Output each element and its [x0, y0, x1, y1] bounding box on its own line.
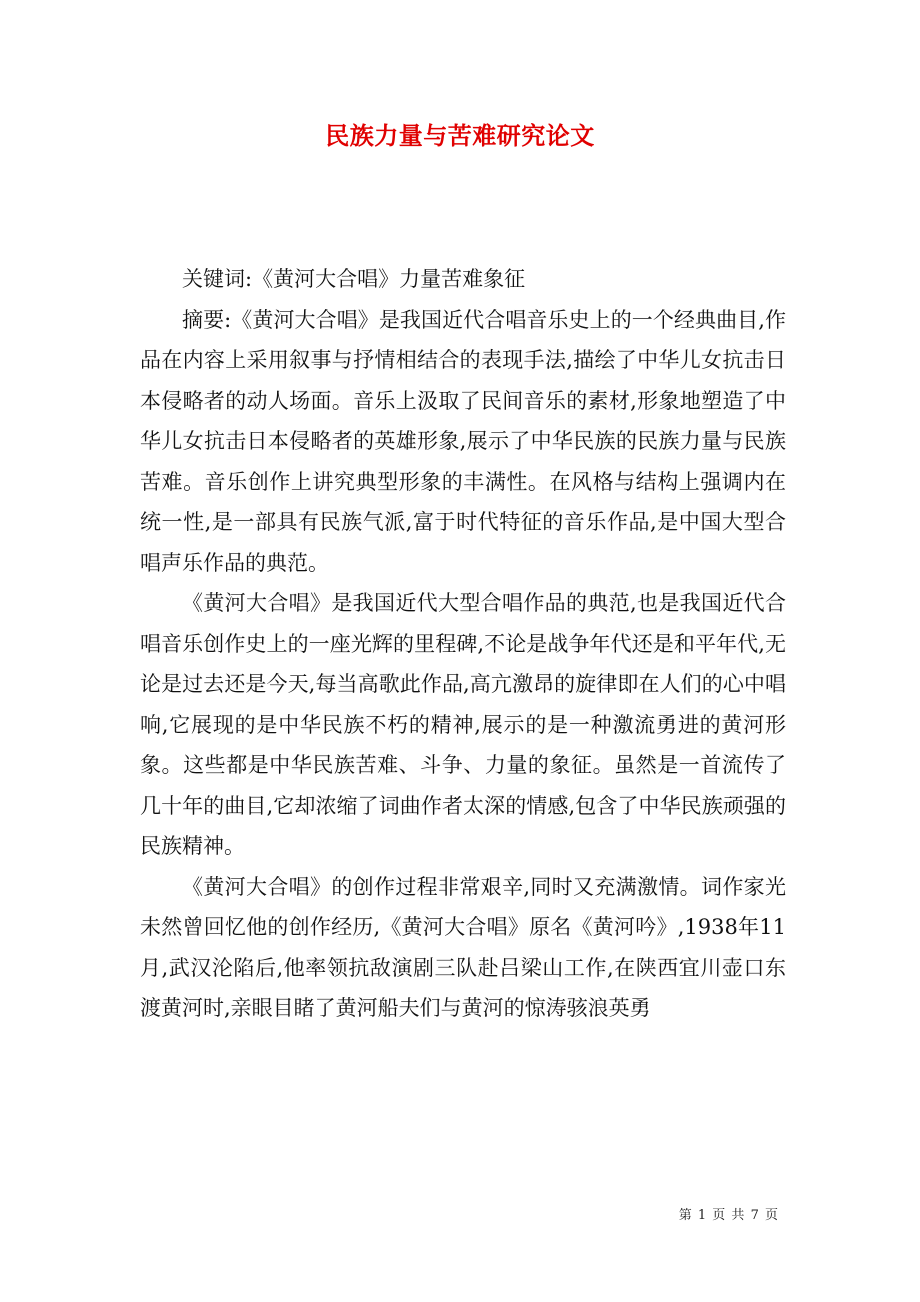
page-suffix: 页 [764, 1208, 779, 1223]
page-number: 1 [697, 1208, 708, 1223]
page-total: 7 [750, 1208, 760, 1223]
document-title: 民族力量与苦难研究论文 [325, 121, 595, 150]
page-prefix: 第 [678, 1208, 693, 1223]
page-footer [679, 1206, 779, 1226]
abstract-paragraph: 摘要:《黄河大合唱》是我国近代合唱音乐史上的一个经典曲目,作品在内容上采用叙事与抒情相结合的表现手法,描绘了中华儿女抗击日本侵略者的动人场面。音乐上汲取了民间音乐的素材,形象地塑造了中华儿女抗击日本侵略者的英雄形象,展示了中华民族的民族力量与民族苦难。音乐创作上讲究典型形象的丰满性。在风格与结构上强调内在统一性,是一部具有民族气派,富于时代特征的音乐作品,是中国大型合唱声乐作品的典范。 [140, 307, 786, 575]
body-paragraph-1: 《黄河大合唱》是我国近代大型合唱作品的典范,也是我国近代合唱音乐创作史上的一座光辉的里程碑,不论是战争年代还是和平年代,无论是过去还是今天,每当高歌此作品,高亢激昂的旋律即在人们的心中唱响,它展现的是中华民族不朽的精神,展示的是一种激流勇进的黄河形象。这些都是中华民族苦难、斗争、力量的象征。虽然是一首流传了几十年的曲目,它却浓缩了词曲作者太深的情感,包含了中华民族顽强的民族精神。 [140, 591, 786, 858]
page-mid: 页 共 [712, 1208, 746, 1223]
body-paragraph-2: 《黄河大合唱》的创作过程非常艰辛,同时又充满激情。词作家光未然曾回忆他的创作经历,《黄河大合唱》原名《黄河吟》,1938年11月,武汉沦陷后,他率领抗敌演剧三队赴吕梁山工作,在陕西宜川壶口东渡黄河时,亲眼目睹了黄河船夫们与黄河的惊涛骇浪英勇 [140, 874, 786, 1020]
keywords-paragraph: 关键词:《黄河大合唱》力量苦难象征 [182, 267, 526, 291]
document-body [140, 259, 786, 1029]
